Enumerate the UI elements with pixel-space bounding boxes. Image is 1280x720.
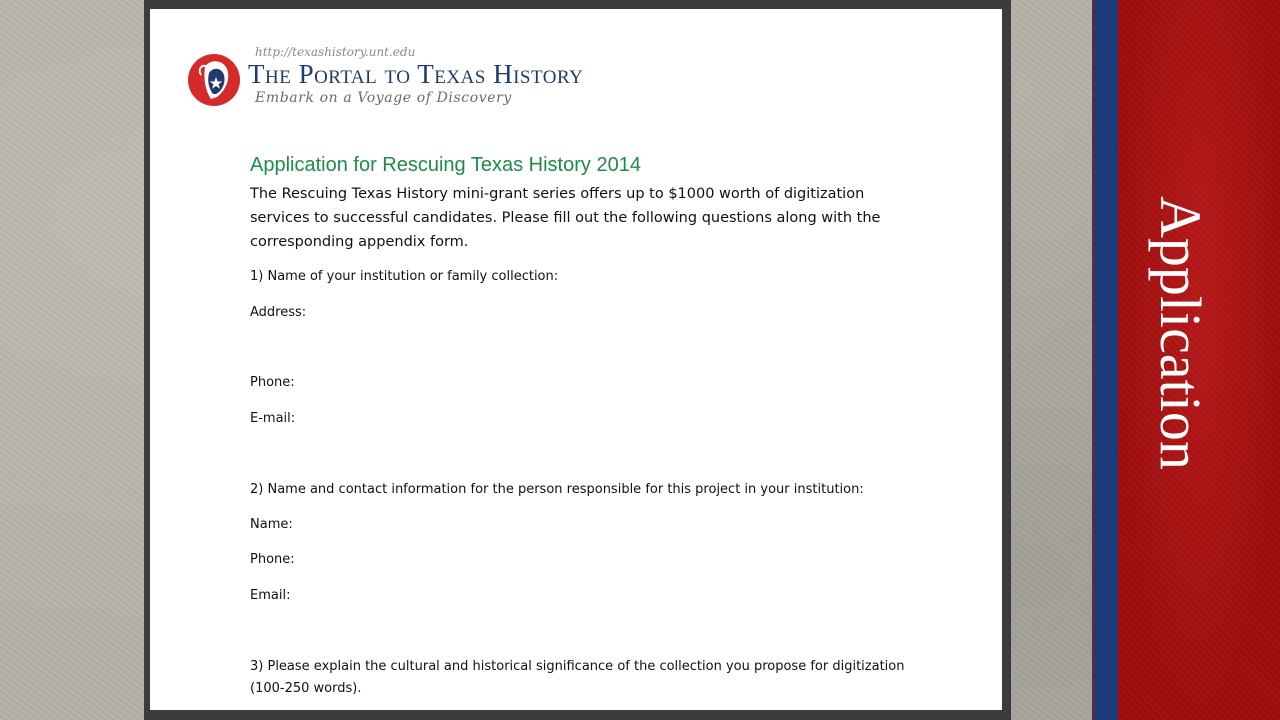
logo-url: http://texashistory.unt.edu: [255, 45, 416, 59]
question-2-label: 2) Name and contact information for the person responsible for this project in your institution:: [250, 482, 864, 497]
document-title: Application for Rescuing Texas History 2014: [250, 154, 641, 176]
document-intro: The Rescuing Texas History mini-grant series offers up to $1000 worth of digitization services to successful candidates. Please fill out the following questions along with the corresponding appendix form.: [250, 186, 881, 250]
question-1-label: 1) Name of your institution or family collection:: [250, 269, 559, 284]
contact-phone-label: Phone:: [250, 552, 295, 567]
document-page: [150, 9, 1002, 710]
portal-emblem-icon: [187, 53, 241, 107]
logo-tagline: Embark on a Voyage of Discovery: [255, 90, 512, 106]
phone-label: Phone:: [250, 375, 295, 390]
slide-title: Application: [1148, 196, 1213, 470]
logo-title: The Portal to Texas History: [248, 59, 584, 89]
contact-email-label: Email:: [250, 588, 291, 603]
contact-name-label: Name:: [250, 517, 293, 532]
email-label: E-mail:: [250, 411, 296, 426]
side-accent-bar: [1092, 0, 1120, 720]
question-3-label: 3) Please explain the cultural and historical significance of the collection you propose for digitization (100-250 words).: [250, 659, 905, 696]
portal-logo: [187, 45, 627, 115]
address-label: Address:: [250, 305, 307, 320]
